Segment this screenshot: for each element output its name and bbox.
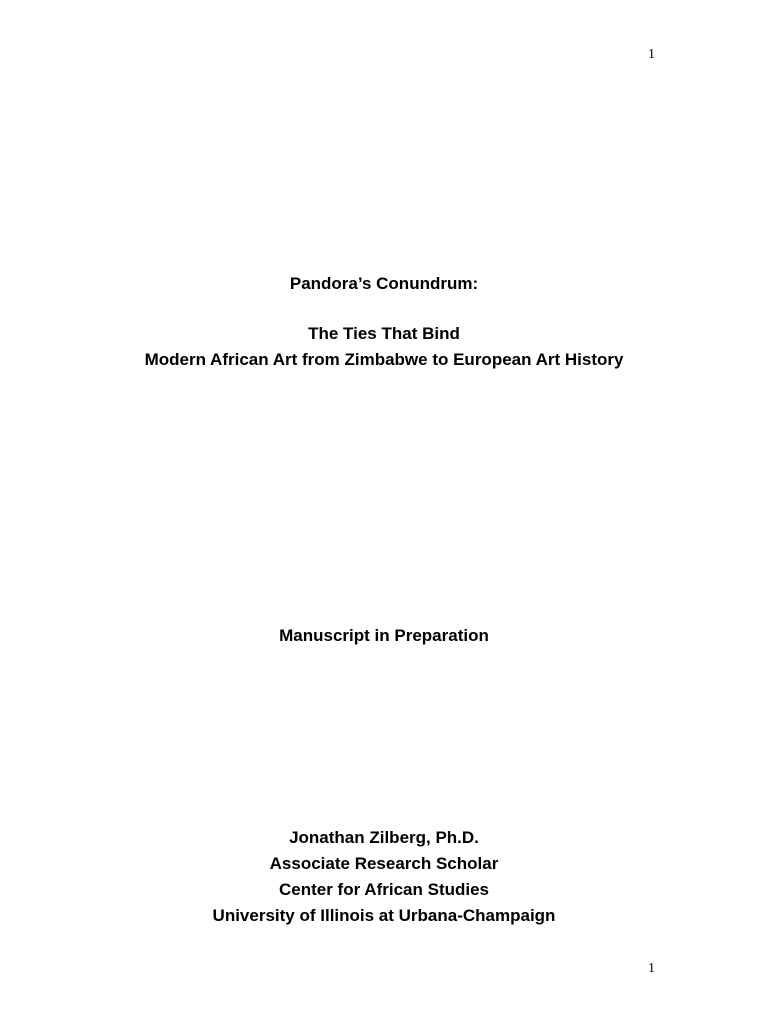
subtitle-line: The Ties That Bind: [308, 324, 460, 343]
author-institution: University of Illinois at Urbana-Champaign: [212, 906, 556, 925]
author-position: Associate Research Scholar: [269, 854, 499, 873]
author-department: Center for African Studies: [278, 880, 490, 899]
author-block: [0, 825, 768, 929]
page-number-top: 1: [648, 47, 655, 62]
title-block: [0, 271, 768, 297]
manuscript-status: Manuscript in Preparation: [279, 626, 489, 645]
author-name: Jonathan Zilberg, Ph.D.: [289, 828, 479, 847]
status-block: [0, 623, 768, 649]
subtitle-line: Modern African Art from Zimbabwe to European Art History: [144, 350, 624, 369]
subtitle-block: [0, 321, 768, 373]
page-number-bottom: 1: [648, 961, 655, 976]
document-title: Pandora’s Conundrum:: [289, 274, 479, 293]
